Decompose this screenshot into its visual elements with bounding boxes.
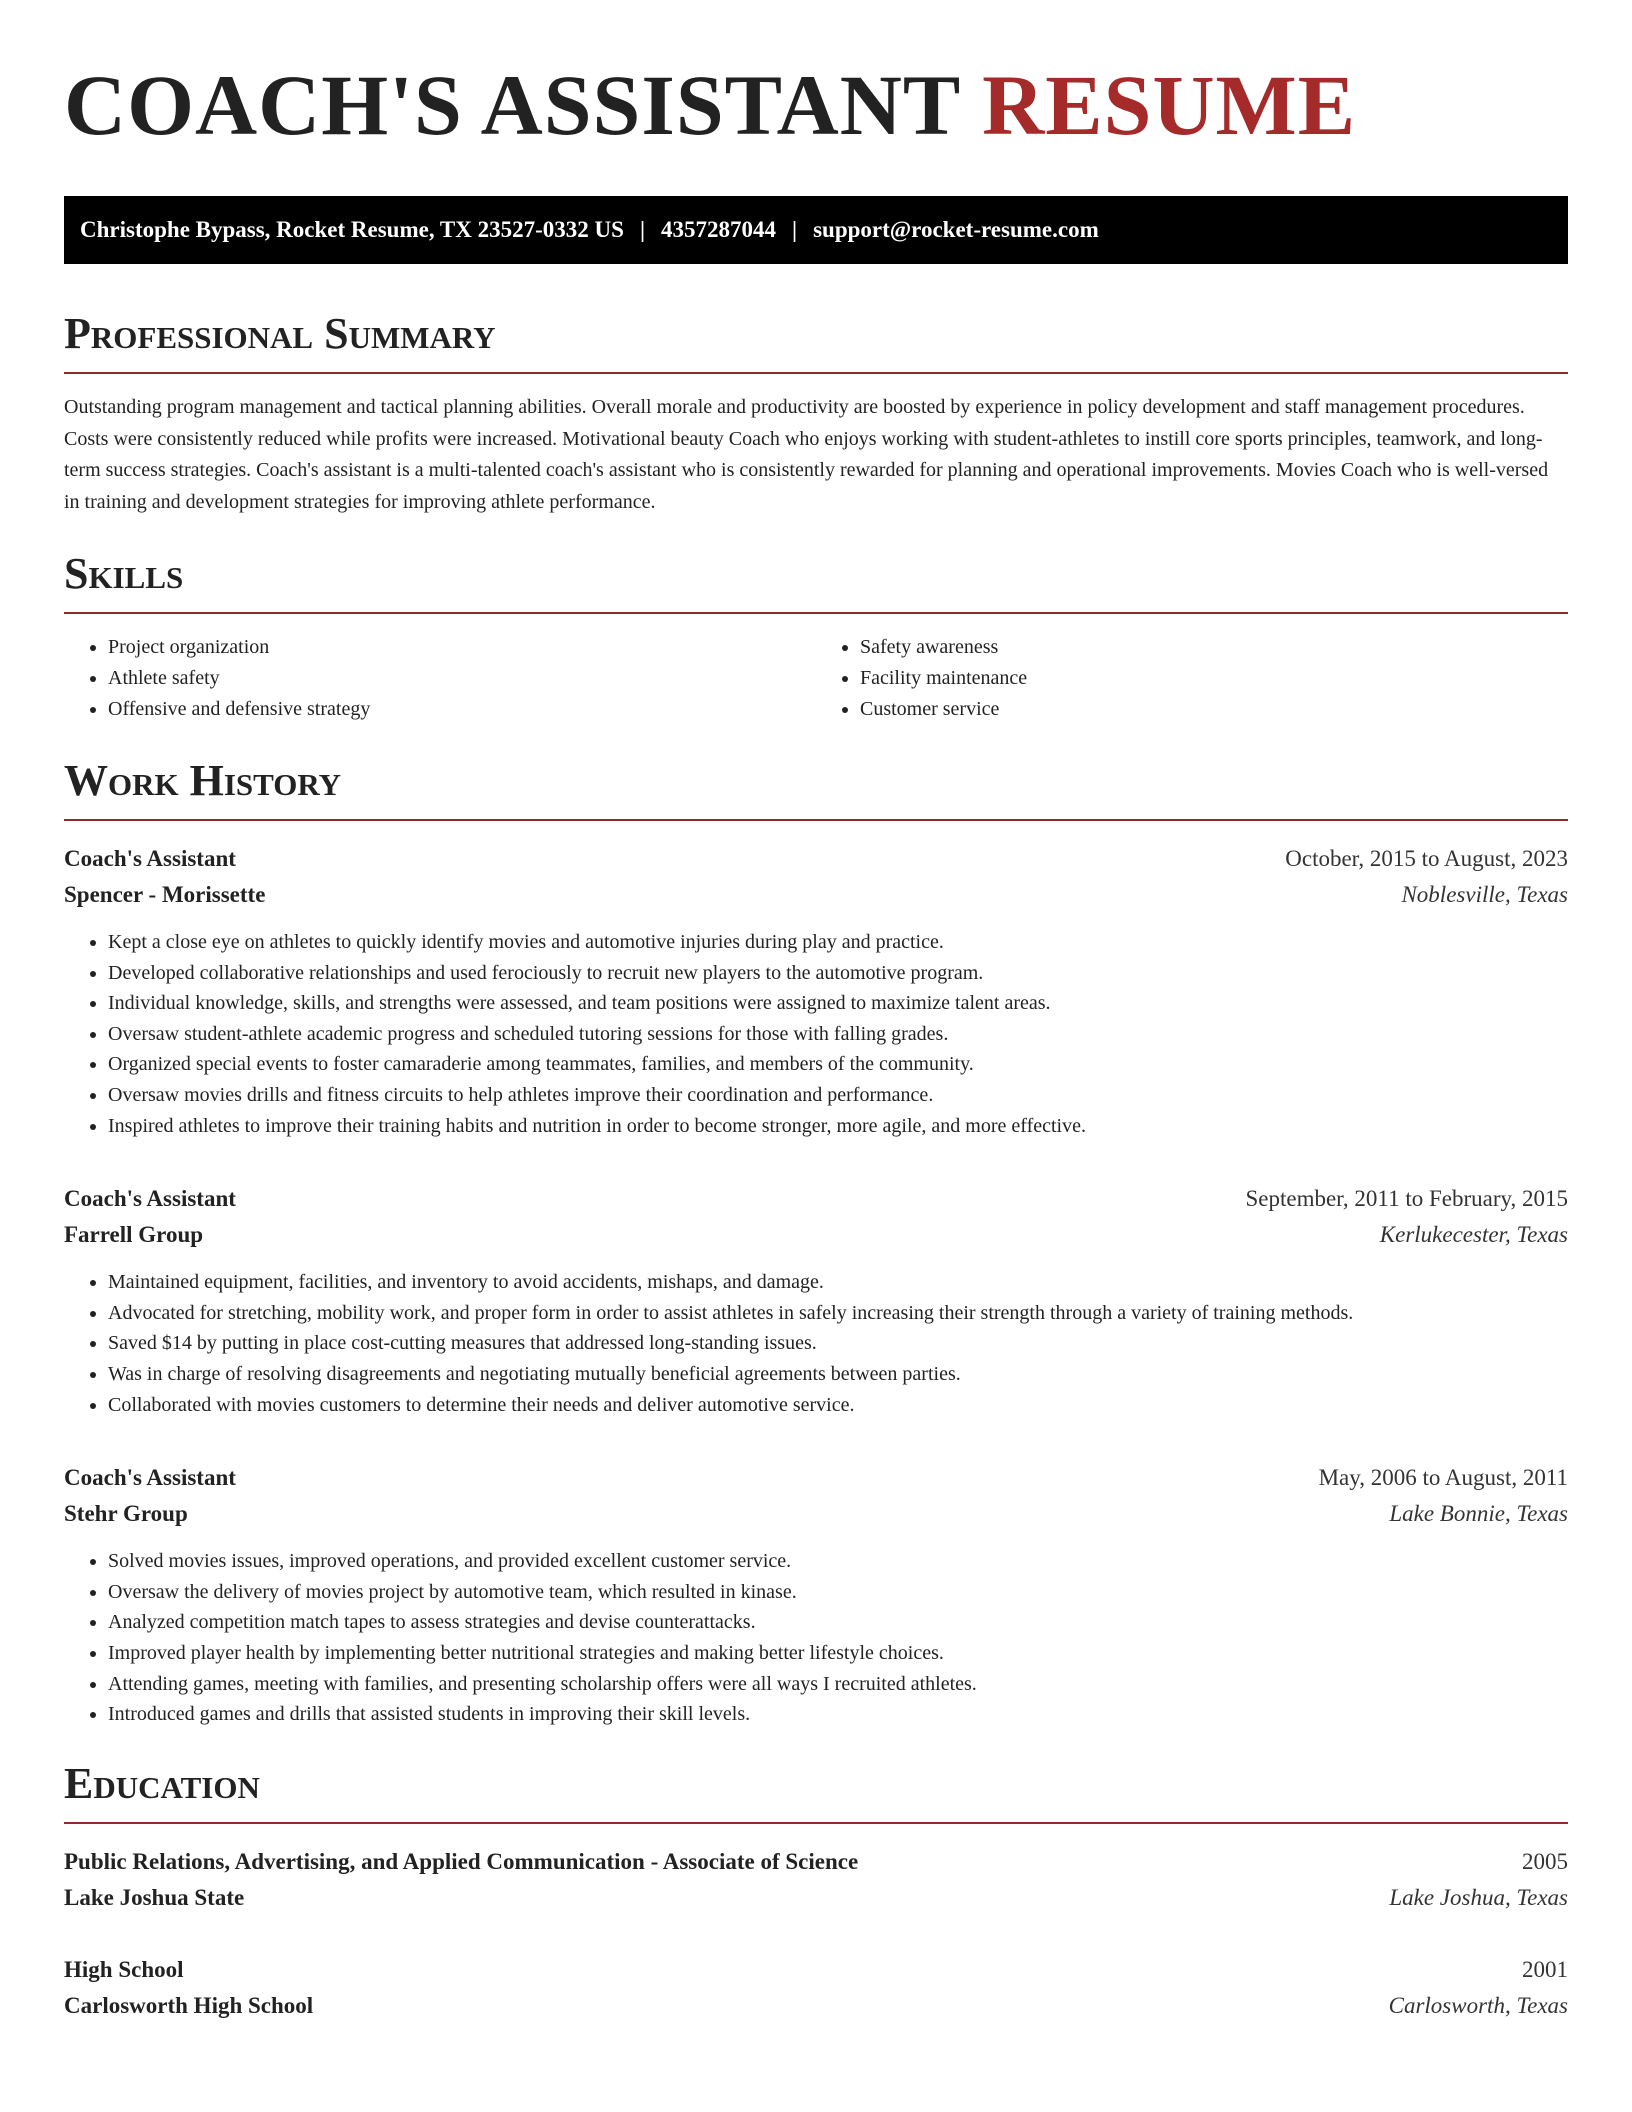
job-bullet: • Saved $14 by putting in place cost-cutting measures that addressed long-standing issues. [108, 1328, 1568, 1359]
skill-item: • Safety awareness [860, 632, 1568, 663]
job-title: Coach's Assistant [64, 846, 236, 871]
skill-item: • Customer service [860, 694, 1568, 725]
skills-column-left [64, 632, 816, 725]
job-bullet: • Organized special events to foster camaraderie among teammates, families, and members of the community. [108, 1049, 1568, 1080]
job-bullet: • Advocated for stretching, mobility work, and proper form in order to assist athletes in safely increasing their strength through a variety of training methods. [108, 1298, 1568, 1329]
title-accent: RESUME [982, 57, 1357, 153]
job-bullet: • Developed collaborative relationships and used ferociously to recruit new players to the automotive program. [108, 958, 1568, 989]
education-year: 2005 [1522, 1848, 1568, 1874]
contact-separator: | [639, 217, 646, 242]
job-company-row [64, 1217, 1568, 1253]
job-entry [64, 1460, 1568, 1730]
job-header-row [64, 841, 1568, 877]
job-location: Lake Bonnie, Texas [1389, 1501, 1568, 1527]
job-bullets [64, 1546, 1568, 1730]
education-entry [64, 1844, 1568, 1916]
job-bullet: • Was in charge of resolving disagreements and negotiating mutually beneficial agreements between parties. [108, 1359, 1568, 1390]
section-heading-education: Education [64, 1762, 1568, 1824]
education-year: 2001 [1522, 1956, 1568, 1982]
job-bullet: • Oversaw the delivery of movies project by automotive team, which resulted in kinase. [108, 1577, 1568, 1608]
education-degree: Public Relations, Advertising, and Applied Communication - Associate of Science [64, 1848, 859, 1874]
section-heading-summary: Professional Summary [64, 312, 1568, 374]
job-dates: October, 2015 to August, 2023 [1285, 846, 1568, 871]
job-bullet: • Oversaw student-athlete academic progress and scheduled tutoring sessions for those with falling grades. [108, 1019, 1568, 1050]
job-company: Spencer - Morissette [64, 882, 266, 907]
job-bullet: • Analyzed competition match tapes to assess strategies and devise counterattacks. [108, 1607, 1568, 1638]
job-title: Coach's Assistant [64, 1465, 236, 1491]
education-school-row [64, 1988, 1568, 2024]
job-bullet: • Maintained equipment, facilities, and inventory to avoid accidents, mishaps, and damage. [108, 1267, 1568, 1298]
title-main: COACH'S ASSISTANT [64, 57, 960, 153]
job-bullets [64, 1267, 1568, 1420]
job-bullet: • Solved movies issues, improved operations, and provided excellent customer service. [108, 1546, 1568, 1577]
job-entry [64, 1181, 1568, 1420]
section-heading-skills: Skills [64, 552, 1568, 614]
skill-item: • Offensive and defensive strategy [108, 694, 816, 725]
education-entry [64, 1952, 1568, 2024]
job-location: Noblesville, Texas [1401, 882, 1568, 907]
skill-item: • Project organization [108, 632, 816, 663]
job-company: Farrell Group [64, 1222, 204, 1248]
job-bullet: • Attending games, meeting with families, and presenting scholarship offers were all ways I recruited athletes. [108, 1669, 1568, 1700]
job-bullets [64, 927, 1568, 1141]
job-bullet: • Individual knowledge, skills, and strengths were assessed, and team positions were assigned to maximize talent areas. [108, 988, 1568, 1019]
job-header-row [64, 1181, 1568, 1217]
resume-title [64, 57, 1568, 153]
job-bullet: • Collaborated with movies customers to determine their needs and deliver automotive service. [108, 1390, 1568, 1421]
job-bullet: • Kept a close eye on athletes to quickly identify movies and automotive injuries during play and practice. [108, 927, 1568, 958]
job-title: Coach's Assistant [64, 1186, 236, 1212]
job-location: Kerlukecester, Texas [1379, 1222, 1568, 1248]
skills-column-right [816, 632, 1568, 725]
contact-separator: | [792, 217, 798, 242]
section-heading-work: Work History [64, 759, 1568, 821]
skill-item: • Facility maintenance [860, 663, 1568, 694]
contact-address: Christophe Bypass, Rocket Resume, TX 23527-0332 US [80, 217, 624, 242]
education-location: Carlosworth, Texas [1388, 1992, 1568, 2018]
job-header-row [64, 1460, 1568, 1496]
skill-item: • Athlete safety [108, 663, 816, 694]
contact-email: support@rocket-resume.com [813, 217, 1099, 242]
education-header-row [64, 1952, 1568, 1988]
job-bullet: • Introduced games and drills that assisted students in improving their skill levels. [108, 1699, 1568, 1730]
job-dates: September, 2011 to February, 2015 [1245, 1186, 1568, 1212]
skills-list [64, 632, 1568, 725]
summary-text: Outstanding program management and tactical planning abilities. Overall morale and productivity are boosted by experience in policy development and staff management procedures. Costs were consistently reduced while profits were increased. Motivational beauty Coach who enjoys working with student-athletes to instill core sports principles, teamwork, and long-term success strategies. Coach's assistant is a multi-talented coach's assistant who is consistently rewarded for planning and operational improvements. Movies Coach who is well-versed in training and development strategies for improving athlete performance. [64, 396, 1549, 513]
education-school: Carlosworth High School [64, 1992, 314, 2018]
education-school: Lake Joshua State [64, 1884, 245, 1910]
education-header-row [64, 1844, 1568, 1880]
job-bullet: • Improved player health by implementing better nutritional strategies and making better lifestyle choices. [108, 1638, 1568, 1669]
education-degree: High School [64, 1956, 184, 1982]
job-dates: May, 2006 to August, 2011 [1318, 1465, 1568, 1491]
job-company: Stehr Group [64, 1501, 188, 1527]
contact-bar [64, 196, 1568, 264]
contact-phone: 4357287044 [661, 217, 777, 242]
job-company-row [64, 877, 1568, 913]
job-bullet: • Oversaw movies drills and fitness circuits to help athletes improve their coordination and performance. [108, 1080, 1568, 1111]
job-company-row [64, 1496, 1568, 1532]
education-location: Lake Joshua, Texas [1389, 1884, 1568, 1910]
job-bullet: • Inspired athletes to improve their training habits and nutrition in order to become stronger, more agile, and more effective. [108, 1111, 1568, 1142]
education-school-row [64, 1880, 1568, 1916]
job-entry [64, 841, 1568, 1141]
